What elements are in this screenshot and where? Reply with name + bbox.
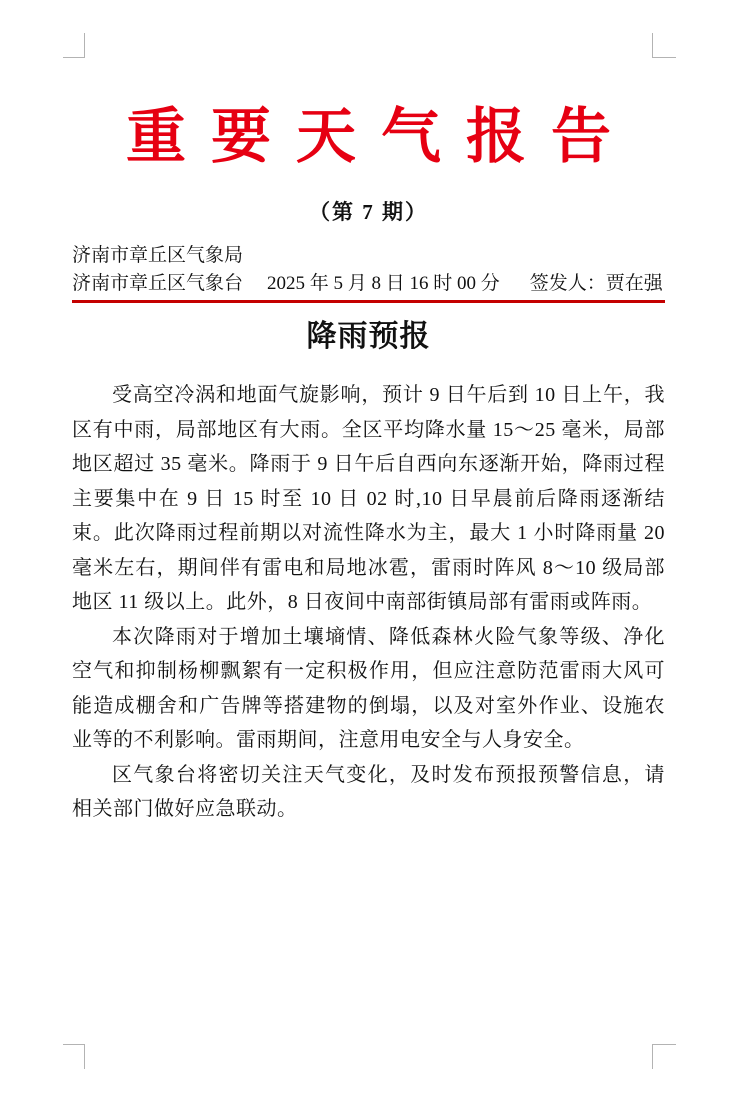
issue-datetime: 2025 年 5 月 8 日 16 时 00 分 — [267, 273, 500, 294]
paragraph-advice: 区气象台将密切关注天气变化，及时发布预报预警信息，请相关部门做好应急联动。 — [72, 763, 665, 820]
section-heading: 降雨预报 — [306, 320, 431, 353]
crop-mark-bottom-left — [63, 1044, 85, 1069]
crop-mark-bottom-right — [652, 1044, 676, 1069]
issuing-bureau: 济南市章丘区气象局 — [72, 245, 244, 266]
report-title: 重要天气报告 — [126, 104, 636, 170]
issuing-observatory: 济南市章丘区气象台 — [72, 273, 244, 294]
document-content — [72, 0, 665, 827]
issuing-info — [72, 242, 665, 298]
issue-number: （第 7 期） — [309, 200, 428, 224]
issue-meta-line — [72, 270, 665, 298]
signer: 签发人：贾在强 — [529, 273, 663, 294]
red-divider — [72, 300, 665, 303]
paragraph-impact: 本次降雨对于增加土壤墒情、降低森林火险气象等级、净化空气和抑制杨柳飘絮有一定积极作用，但应注意防范雷雨大风可能造成棚舍和广告牌等搭建物的倒塌，以及对室外作业、设施农业等的不利影响。雷雨期间，注意用电安全与人身安全。 — [72, 625, 665, 751]
paragraph-forecast: 受高空冷涡和地面气旋影响，预计 9 日午后到 10 日上午，我区有中雨，局部地区有大雨。全区平均降水量 15～25 毫米，局部地区超过 35 毫米。降雨于 9 日午后自西向东逐渐开始，降雨过程主要集中在 9 日 15 时至 10 日 02 时,10 日早晨前后降雨逐渐结束。此次降雨过程前期以对流性降水为主，最大 1 小时降雨量 20 毫米左右，期间伴有雷电和局地冰雹，雷雨时阵风 8～10 级局部地区 11 级以上。此外，8 日夜间中南部街镇局部有雷雨或阵雨。 — [72, 384, 665, 613]
